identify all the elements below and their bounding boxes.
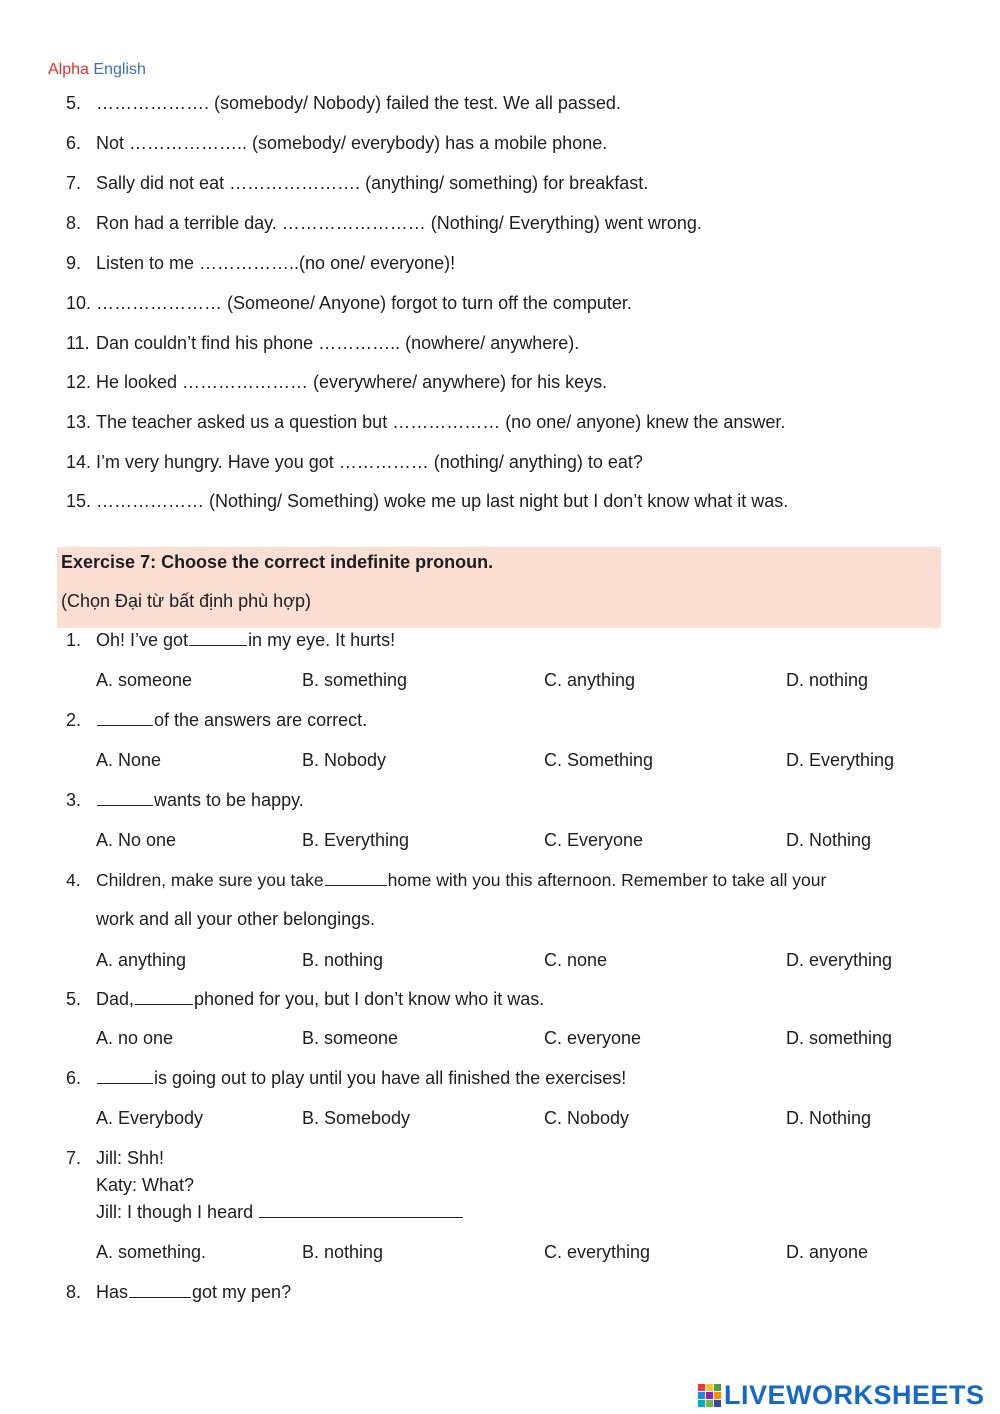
list-item: 6. Not ……………….. (somebody/ everybody) has a mobile phone. bbox=[66, 133, 608, 153]
question-8: 8. Has got my pen? bbox=[66, 1282, 292, 1302]
option-a[interactable]: A. someone bbox=[96, 670, 193, 690]
option-b[interactable]: B. nothing bbox=[302, 1242, 384, 1262]
option-c[interactable]: C. none bbox=[544, 950, 608, 970]
list-item: 9. Listen to me ……………..(no one/ everyone)! bbox=[66, 253, 456, 273]
option-b[interactable]: B. someone bbox=[302, 1028, 399, 1048]
brand-alpha: Alpha bbox=[48, 61, 89, 78]
question-1: 1. Oh! I’ve got in my eye. It hurts! bbox=[66, 630, 396, 650]
option-d[interactable]: D. Nothing bbox=[786, 830, 872, 850]
option-a[interactable]: A. Everybody bbox=[96, 1108, 204, 1128]
question-2: 2. of the answers are correct. bbox=[66, 710, 368, 730]
question-7-line-3: Jill: I though I heard bbox=[96, 1202, 464, 1223]
list-item: 14. I’m very hungry. Have you got …………… (nothing/ anything) to eat? bbox=[66, 452, 643, 472]
option-d[interactable]: D. everything bbox=[786, 950, 893, 970]
liveworksheets-logo bbox=[698, 1380, 985, 1411]
question-6: 6. is going out to play until you have all finished the exercises! bbox=[66, 1068, 627, 1088]
option-c[interactable]: C. anything bbox=[544, 670, 636, 690]
question-5: 5. Dad, phoned for you, but I don’t know who it was. bbox=[66, 989, 545, 1009]
option-b[interactable]: B. nothing bbox=[302, 950, 384, 970]
answer-blank[interactable] bbox=[97, 791, 153, 806]
option-b[interactable]: B. Everything bbox=[302, 830, 410, 850]
list-item: 13. The teacher asked us a question but ……………… (no one/ anyone) knew the answer. bbox=[66, 412, 786, 432]
answer-blank[interactable] bbox=[135, 990, 193, 1005]
question-3: 3. wants to be happy. bbox=[66, 790, 304, 810]
answer-blank[interactable] bbox=[97, 1069, 153, 1084]
question-4: 4. Children, make sure you take home with you this afternoon. Remember to take all your bbox=[66, 870, 827, 890]
exercise-title: Exercise 7: Choose the correct indefinite pronoun. bbox=[61, 552, 494, 572]
exercise-subtitle: (Chọn Đại từ bất định phù hợp) bbox=[61, 591, 311, 611]
option-c[interactable]: C. Everyone bbox=[544, 830, 644, 850]
option-d[interactable]: D. nothing bbox=[786, 670, 869, 690]
logo-text: LIVEWORKSHEETS bbox=[724, 1380, 985, 1410]
list-item: 7. Sally did not eat …………………. (anything/ something) for breakfast. bbox=[66, 173, 649, 193]
list-item: 15. ……………… (Nothing/ Something) woke me up last night but I don’t know what it was. bbox=[66, 491, 789, 511]
question-7: 7. Jill: Shh! bbox=[66, 1148, 165, 1168]
option-c[interactable]: C. Something bbox=[544, 750, 654, 770]
option-c[interactable]: C. everyone bbox=[544, 1028, 642, 1048]
list-item: 11. Dan couldn’t find his phone ………….. (nowhere/ anywhere). bbox=[66, 333, 580, 353]
answer-blank[interactable] bbox=[129, 1283, 191, 1298]
option-d[interactable]: D. anyone bbox=[786, 1242, 869, 1262]
list-item: 5. ………………. (somebody/ Nobody) failed the test. We all passed. bbox=[66, 93, 621, 113]
option-d[interactable]: D. Nothing bbox=[786, 1108, 872, 1128]
list-item: 12. He looked ………………… (everywhere/ anywhere) for his keys. bbox=[66, 372, 608, 392]
option-c[interactable]: C. Nobody bbox=[544, 1108, 630, 1128]
option-d[interactable]: D. something bbox=[786, 1028, 893, 1048]
answer-blank[interactable] bbox=[325, 871, 387, 886]
option-b[interactable]: B. something bbox=[302, 670, 408, 690]
brand-label bbox=[48, 61, 146, 79]
question-7-line-2: Katy: What? bbox=[96, 1175, 195, 1195]
option-a[interactable]: A. no one bbox=[96, 1028, 174, 1048]
question-4-continuation: work and all your other belongings. bbox=[96, 909, 376, 929]
brand-english: English bbox=[93, 61, 146, 78]
answer-blank[interactable] bbox=[97, 711, 153, 726]
list-item: 10. ………………… (Someone/ Anyone) forgot to turn off the computer. bbox=[66, 293, 632, 313]
option-a[interactable]: A. None bbox=[96, 750, 162, 770]
list-item: 8. Ron had a terrible day. …………………… (Nothing/ Everything) went wrong. bbox=[66, 213, 702, 233]
answer-blank[interactable] bbox=[259, 1203, 463, 1218]
logo-grid-icon bbox=[698, 1384, 721, 1407]
answer-blank[interactable] bbox=[189, 631, 247, 646]
option-a[interactable]: A. something. bbox=[96, 1242, 207, 1262]
option-a[interactable]: A. No one bbox=[96, 830, 177, 850]
option-b[interactable]: B. Nobody bbox=[302, 750, 387, 770]
option-c[interactable]: C. everything bbox=[544, 1242, 651, 1262]
option-b[interactable]: B. Somebody bbox=[302, 1108, 411, 1128]
option-a[interactable]: A. anything bbox=[96, 950, 187, 970]
option-d[interactable]: D. Everything bbox=[786, 750, 895, 770]
